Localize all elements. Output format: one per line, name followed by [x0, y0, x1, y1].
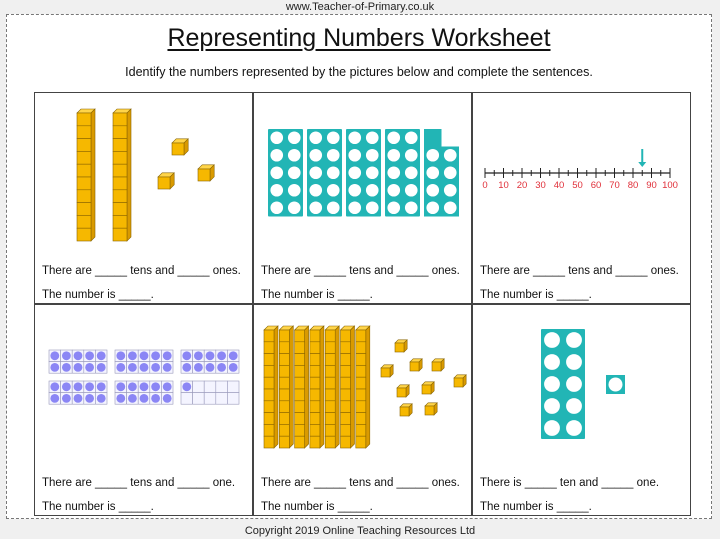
one-cube [158, 173, 174, 189]
number-sentence: The number is _____. [42, 501, 154, 513]
base-ten-blocks-picture [35, 93, 254, 258]
tick-label: 100 [662, 180, 678, 191]
one-cube [454, 375, 466, 387]
ten-dot-grid [115, 350, 173, 373]
question-cell-5 [253, 304, 472, 516]
number-line-picture [473, 93, 692, 258]
tens-ones-sentence: There are _____ tens and _____ one. [42, 477, 236, 489]
ten-rod [310, 326, 324, 448]
ten-dot-grid [181, 350, 239, 373]
ten-rod [341, 326, 355, 448]
ten-frame [385, 129, 420, 217]
ten-rod [279, 326, 293, 448]
worksheet-title: Representing Numbers Worksheet [167, 24, 551, 52]
ten-rod [113, 109, 131, 241]
ten-dot-grid [181, 381, 239, 404]
ten-rod [325, 326, 339, 448]
ten-rod [356, 326, 370, 448]
number-sentence: The number is _____. [42, 289, 154, 301]
tick-label: 50 [572, 180, 583, 191]
ten-frame-picture [473, 305, 692, 470]
one-cube [395, 340, 407, 352]
arrow-icon [638, 149, 646, 167]
question-cell-3 [472, 92, 691, 304]
question-cell-1 [34, 92, 253, 304]
ten-dot-grid [115, 381, 173, 404]
ten-rod [77, 109, 95, 241]
tens-ones-sentence: There are _____ tens and _____ ones. [480, 265, 679, 277]
number-sentence: The number is _____. [480, 289, 592, 301]
number-sentence: The number is _____. [261, 501, 373, 513]
tick-label: 70 [609, 180, 620, 191]
tick-label: 10 [498, 180, 509, 191]
site-url: www.Teacher-of-Primary.co.uk [285, 1, 435, 13]
ten-dot-grid [49, 350, 107, 373]
ten-frame [346, 129, 381, 217]
one-cube [397, 385, 409, 397]
one-cube [425, 403, 437, 415]
one-cube [432, 359, 444, 371]
dot-grids-picture [35, 305, 254, 470]
worksheet-instructions: Identify the numbers represented by the pictures below and complete the sentences. [125, 65, 593, 79]
number-sentence: The number is _____. [261, 289, 373, 301]
tens-ones-sentence: There are _____ tens and _____ ones. [42, 265, 241, 277]
question-cell-4 [34, 304, 253, 516]
tick-label: 60 [590, 180, 602, 191]
base-ten-blocks-picture [254, 305, 473, 470]
number-sentence: The number is _____. [480, 501, 592, 513]
one-cube [422, 382, 434, 394]
tens-ones-sentence: There are _____ tens and _____ ones. [261, 265, 460, 277]
one-square [606, 375, 625, 394]
tens-ones-sentence: There is _____ ten and _____ one. [480, 477, 660, 489]
ten-frame [541, 329, 585, 439]
copyright-footer: Copyright 2019 Online Teaching Resources Ltd [244, 525, 476, 537]
one-cube [410, 359, 422, 371]
question-cell-6 [472, 304, 691, 516]
tick-label: 40 [553, 180, 565, 191]
ten-frame [268, 129, 303, 217]
ones-frame [424, 129, 459, 217]
ten-frames-picture [254, 93, 473, 258]
tick-label: 90 [646, 180, 657, 191]
one-cube [381, 365, 393, 377]
ten-dot-grid [49, 381, 107, 404]
tick-label: 20 [516, 180, 528, 191]
tick-label: 30 [535, 180, 546, 191]
ten-rod [295, 326, 309, 448]
one-cube [172, 139, 188, 155]
question-cell-2 [253, 92, 472, 304]
worksheet-page [6, 14, 712, 519]
one-cube [400, 404, 412, 416]
question-grid [34, 92, 679, 516]
tick-label: 0 [482, 180, 488, 191]
ten-frame [307, 129, 342, 217]
tick-label: 80 [627, 180, 639, 191]
tens-ones-sentence: There are _____ tens and _____ ones. [261, 477, 460, 489]
ten-rod [264, 326, 278, 448]
one-cube [198, 165, 214, 181]
